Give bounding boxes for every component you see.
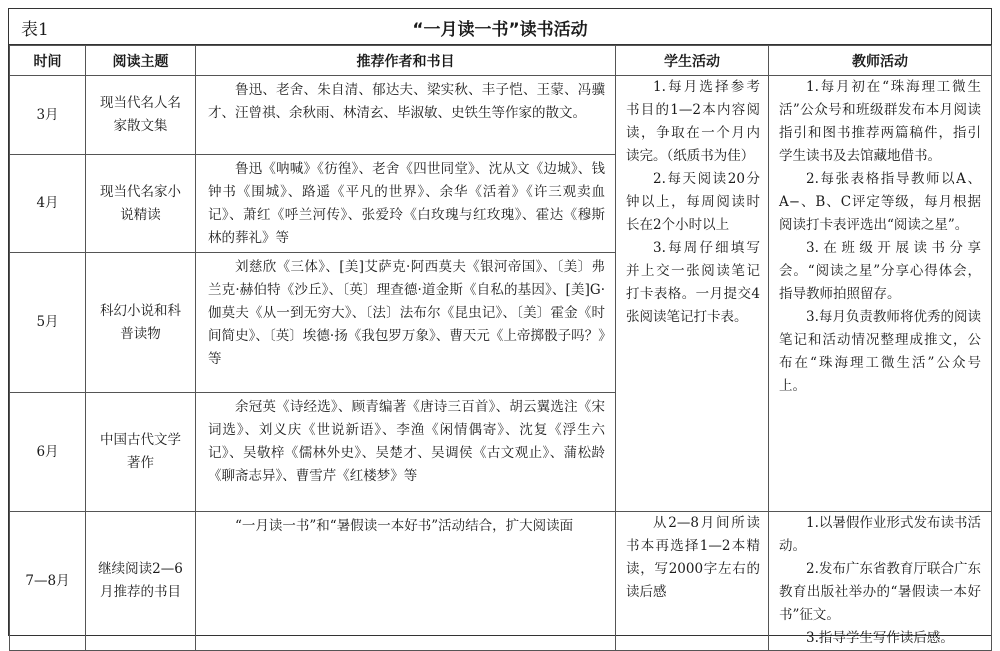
header-theme: 阅读主题 <box>86 46 196 76</box>
teacher-activity-item: 3.在班级开展读书分享会。“阅读之星”分享心得体会，指导教师拍照留存。 <box>779 240 981 302</box>
books-text: 余冠英《诗经选》、顾青编著《唐诗三百首》、胡云翼选注《宋词选》、刘义庆《世说新语》、李渔《闲情偶寄》、沈复《浮生六记》、吴敬梓《儒林外史》、吴楚才、吴调侯《古文观止》、蒲松龄《聊斋志异》、曹雪芹《红楼梦》等 <box>208 399 605 484</box>
row-theme: 中国古代文学著作 <box>86 393 196 512</box>
header-books: 推荐作者和书目 <box>196 46 616 76</box>
teacher-activity-item: 2.每张表格指导教师以A、A−、B、C评定等级，每月根据阅读打卡表评选出“阅读之星”。 <box>779 171 981 233</box>
teacher-activity-item: 1.每月初在“珠海理工微生活”公众号和班级群发布本月阅读指引和图书推荐两篇稿件，指引学生读书及去馆藏地借书。 <box>779 79 981 164</box>
table-frame <box>8 8 992 646</box>
student-activity-item: 3.每周仔细填写并上交一张阅读笔记打卡表格。一月提交4张阅读笔记打卡表。 <box>626 240 760 325</box>
row-books <box>196 155 616 253</box>
table-row <box>10 76 992 155</box>
student-activity-summer <box>616 512 769 651</box>
header-row <box>10 46 992 76</box>
row-books <box>196 253 616 393</box>
row-theme: 现当代名家小说精读 <box>86 155 196 253</box>
books-text: 鲁迅、老舍、朱自清、郁达夫、梁实秋、丰子恺、王蒙、冯骥才、汪曾祺、余秋雨、林清玄、毕淑敏、史铁生等作家的散文。 <box>208 82 605 121</box>
row-books <box>196 512 616 651</box>
table-label: 表1 <box>21 20 49 40</box>
header-teacher: 教师活动 <box>769 46 992 76</box>
table-title: “一月读一书”读书活动 <box>412 20 588 40</box>
teacher-activity-item: 1.以暑假作业形式发布读书活动。 <box>779 515 981 554</box>
student-activities-cell <box>616 76 769 512</box>
row-books <box>196 76 616 155</box>
row-theme: 现当代名人名家散文集 <box>86 76 196 155</box>
table-title-row <box>9 9 991 45</box>
table-row <box>10 512 992 651</box>
row-time: 7—8月 <box>10 512 86 651</box>
header-student: 学生活动 <box>616 46 769 76</box>
books-text: “一月读一书”和“暑假读一本好书”活动结合，扩大阅读面 <box>235 518 574 534</box>
reading-activity-table <box>9 45 992 651</box>
books-text: 鲁迅《呐喊》《彷徨》、老舍《四世同堂》、沈从文《边城》、钱钟书《围城》、路遥《平凡的世界》、余华《活着》《许三观卖血记》、萧红《呼兰河传》、张爱玲《白玫瑰与红玫瑰》、霍达《穆斯林的葬礼》等 <box>208 161 605 246</box>
teacher-activities-summer <box>769 512 992 651</box>
header-time: 时间 <box>10 46 86 76</box>
row-theme: 科幻小说和科普读物 <box>86 253 196 393</box>
row-books <box>196 393 616 512</box>
row-time: 3月 <box>10 76 86 155</box>
teacher-activity-item: 2.发布广东省教育厅联合广东教育出版社举办的“暑假读一本好书”征文。 <box>779 561 981 623</box>
teacher-activity-item: 3.指导学生写作读后感。 <box>806 630 954 646</box>
teacher-activity-item: 3.每月负责教师将优秀的阅读笔记和活动情况整理成推文，公布在“珠海理工微生活”公众号上。 <box>779 309 981 394</box>
teacher-activities-cell <box>769 76 992 512</box>
row-time: 4月 <box>10 155 86 253</box>
row-time: 5月 <box>10 253 86 393</box>
row-theme: 继续阅读2—6月推荐的书目 <box>86 512 196 651</box>
student-activity-item: 从2—8月间所读书本再选择1—2本精读，写2000字左右的读后感 <box>626 515 760 600</box>
books-text: 刘慈欣《三体》、[美]艾萨克·阿西莫夫《银河帝国》、〔美〕弗兰克·赫伯特《沙丘》、〔英〕理查德·道金斯《自私的基因》、[美]G·伽莫夫《从一到无穷大》、〔法〕法布尔《昆虫记》、〔美〕霍金《时间简史》、〔英〕埃德·扬《我包罗万象》、曹天元《上帝掷骰子吗？》等 <box>208 259 605 367</box>
row-time: 6月 <box>10 393 86 512</box>
student-activity-item: 2.每天阅读20分钟以上，每周阅读时长在2个小时以上 <box>626 171 760 233</box>
student-activity-item: 1.每月选择参考书目的1—2本内容阅读，争取在一个月内读完。（纸质书为佳） <box>626 79 760 164</box>
